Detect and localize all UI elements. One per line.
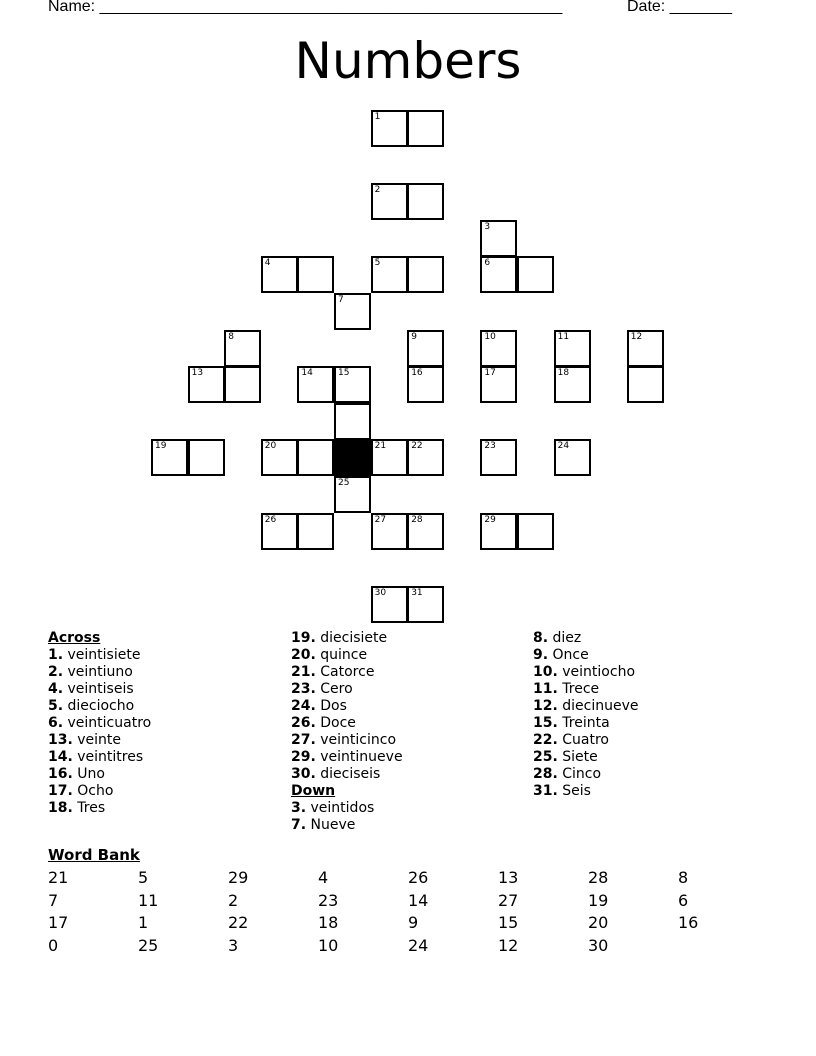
across-clue [48, 681, 151, 698]
crossword-cell[interactable] [480, 220, 517, 257]
word-bank-item: 9 [408, 913, 419, 932]
crossword-cell[interactable] [297, 366, 334, 403]
clue-text: veintiocho [562, 664, 636, 680]
date-field-label: Date: _______ [627, 0, 732, 15]
clue-number: 3 [484, 221, 491, 232]
clue-number: 28. [533, 766, 558, 782]
clue-text: veintiuno [67, 664, 133, 680]
crossword-cell[interactable] [407, 439, 444, 476]
clue-text: Uno [77, 766, 105, 782]
down-clue [533, 715, 639, 732]
clue-text: Cuatro [562, 732, 609, 748]
clue-text: dieciocho [67, 698, 135, 714]
clue-number: 14 [301, 368, 313, 379]
word-bank-item: 4 [318, 868, 329, 887]
clue-text: diecisiete [320, 630, 388, 646]
clue-number: 26. [291, 715, 316, 731]
clue-number: 20 [264, 441, 277, 452]
across-clue [291, 647, 403, 664]
clue-number: 8 [228, 331, 234, 342]
crossword-cell[interactable] [407, 366, 444, 403]
clue-number: 29. [291, 749, 316, 765]
clue-number: 30. [291, 766, 316, 782]
clues-column-1 [48, 630, 151, 817]
crossword-cell[interactable] [334, 366, 371, 403]
across-clue [48, 783, 151, 800]
down-heading: Down [291, 783, 336, 799]
crossword-cell[interactable] [224, 366, 261, 403]
clue-number: 2 [374, 185, 381, 196]
clue-number: 4 [264, 258, 271, 269]
crossword-cell[interactable] [407, 110, 444, 147]
clue-text: dieciseis [320, 766, 381, 782]
clue-text: veinticuatro [67, 715, 152, 731]
clue-number: 29 [484, 514, 496, 525]
word-bank-item: 6 [678, 890, 689, 910]
clue-number: 11 [557, 331, 570, 342]
name-field-label: Name: ____________________________________________________ [48, 0, 563, 15]
clue-number: 19. [291, 630, 316, 646]
clue-text: Doce [320, 715, 356, 731]
word-bank-item: 10 [318, 935, 339, 955]
across-clue [291, 749, 403, 766]
word-bank-item: 1 [138, 913, 149, 932]
crossword-block [334, 439, 371, 476]
crossword-cell[interactable] [407, 256, 444, 293]
clue-number: 10 [484, 331, 496, 342]
clue-number: 31 [411, 587, 423, 598]
across-clue [291, 732, 403, 749]
clue-number: 18 [557, 368, 570, 379]
page-title: Numbers [294, 32, 522, 90]
across-clue [48, 766, 151, 783]
crossword-cell[interactable] [334, 403, 371, 440]
word-bank-item: 26 [408, 868, 429, 887]
word-bank-item: 11 [138, 890, 159, 910]
across-clue [48, 715, 151, 732]
crossword-cell[interactable] [371, 513, 408, 550]
word-bank-item: 23 [318, 890, 339, 910]
crossword-cell[interactable] [371, 183, 408, 220]
crossword-cell[interactable] [517, 513, 554, 550]
crossword-cell[interactable] [554, 366, 591, 403]
clue-text: Tres [77, 800, 106, 816]
crossword-cell[interactable] [480, 366, 517, 403]
word-bank-item: 24 [408, 935, 429, 955]
clues-column-2 [291, 630, 403, 834]
clue-number: 23 [484, 441, 496, 452]
word-bank-item: 18 [318, 913, 339, 932]
clue-text: Nueve [310, 817, 356, 833]
word-bank-item: 3 [228, 935, 239, 955]
clue-number: 9. [533, 647, 549, 663]
clue-number: 28 [411, 514, 423, 525]
crossword-cell[interactable] [334, 293, 371, 330]
clue-number: 27 [374, 514, 387, 525]
clue-number: 25 [338, 478, 350, 488]
clue-number: 27. [291, 732, 316, 748]
word-bank-item: 5 [138, 868, 149, 887]
word-bank-item: 29 [228, 868, 249, 887]
clue-number: 1. [48, 647, 64, 663]
across-clue [291, 766, 403, 783]
clue-number: 31. [533, 783, 558, 799]
clue-number: 5 [374, 258, 381, 269]
down-clue [533, 698, 639, 715]
crossword-cell[interactable] [407, 513, 444, 550]
crossword-cell[interactable] [261, 439, 298, 476]
word-bank-item: 0 [48, 935, 59, 955]
clue-number: 13 [191, 368, 204, 379]
clue-number: 23. [291, 681, 316, 697]
across-clue [291, 630, 403, 647]
crossword-cell[interactable] [480, 513, 517, 550]
clue-text: Dos [320, 698, 347, 714]
clue-number: 9 [411, 331, 417, 342]
across-clue [48, 800, 151, 817]
crossword-cell[interactable] [297, 256, 334, 293]
clue-text: veintitres [77, 749, 144, 765]
crossword-cell[interactable] [480, 330, 517, 367]
crossword-cell[interactable] [517, 256, 554, 293]
across-clue [48, 664, 151, 681]
across-clue [48, 647, 151, 664]
down-clue [533, 749, 639, 766]
crossword-cell[interactable] [627, 366, 664, 403]
word-bank-item: 30 [588, 935, 609, 955]
clue-text: quince [320, 647, 368, 663]
crossword-cell[interactable] [480, 256, 517, 293]
word-bank-item: 2 [228, 890, 239, 910]
clue-number: 4. [48, 681, 64, 697]
across-clue [48, 732, 151, 749]
clue-number: 25. [533, 749, 558, 765]
clue-text: Cinco [562, 766, 602, 782]
clue-number: 12. [533, 698, 558, 714]
across-clue [48, 749, 151, 766]
crossword-cell[interactable] [554, 330, 591, 367]
crossword-cell[interactable] [407, 330, 444, 367]
clue-text: diez [552, 630, 582, 646]
down-clue [533, 647, 639, 664]
clue-text: Ocho [77, 783, 114, 799]
clue-number: 6. [48, 715, 64, 731]
word-bank-item: 13 [498, 868, 519, 887]
word-bank-item: 22 [228, 913, 249, 932]
word-bank-item: 25 [138, 935, 159, 955]
crossword-cell[interactable] [371, 110, 408, 147]
clue-number: 13. [48, 732, 73, 748]
clue-number: 21 [374, 441, 387, 452]
clue-number: 14. [48, 749, 73, 765]
across-clue [291, 664, 403, 681]
clue-number: 10. [533, 664, 558, 680]
clue-number: 2. [48, 664, 64, 680]
clue-text: veinte [77, 732, 122, 748]
clue-number: 19 [155, 441, 167, 452]
clue-number: 15 [338, 368, 350, 379]
clue-text: diecinueve [562, 698, 639, 714]
down-clue [291, 800, 403, 817]
across-clue [291, 698, 403, 715]
down-clue [291, 817, 403, 834]
clue-number: 7. [291, 817, 307, 833]
down-clue [533, 783, 639, 800]
word-bank-item: 7 [48, 890, 59, 910]
crossword-cell[interactable] [480, 439, 517, 476]
clue-text: veintisiete [67, 647, 141, 663]
clue-number: 5. [48, 698, 64, 714]
down-clue [533, 732, 639, 749]
clue-text: Once [552, 647, 589, 663]
clue-text: Seis [562, 783, 591, 799]
crossword-cell[interactable] [371, 439, 408, 476]
clue-text: Cero [320, 681, 353, 697]
across-heading: Across [48, 630, 101, 646]
crossword-cell[interactable] [407, 183, 444, 220]
clue-number: 17 [484, 368, 496, 379]
crossword-cell[interactable] [407, 586, 444, 623]
word-bank-item: 21 [48, 868, 69, 887]
clue-number: 17. [48, 783, 73, 799]
clue-number: 6 [484, 258, 491, 269]
clue-number: 7 [338, 295, 344, 305]
clue-number: 26 [264, 514, 277, 525]
crossword-cell[interactable] [297, 439, 334, 476]
word-bank-item: 15 [498, 913, 519, 932]
across-clue [291, 715, 403, 732]
word-bank-item: 16 [678, 913, 699, 932]
word-bank-item: 14 [408, 890, 429, 910]
across-clue [48, 698, 151, 715]
down-clue [533, 766, 639, 783]
crossword-cell[interactable] [188, 439, 225, 476]
clue-number: 15. [533, 715, 558, 731]
down-clue [533, 664, 639, 681]
clue-text: veintiseis [67, 681, 134, 697]
crossword-cell[interactable] [261, 513, 298, 550]
clue-number: 22 [411, 441, 423, 452]
clue-number: 12 [630, 331, 643, 342]
clue-text: veinticinco [320, 732, 397, 748]
word-bank-title: Word Bank [48, 846, 140, 864]
clue-number: 30 [374, 587, 387, 598]
crossword-cell[interactable] [188, 366, 225, 403]
clue-text: Trece [562, 681, 600, 697]
word-bank-item: 20 [588, 913, 609, 932]
crossword-cell[interactable] [151, 439, 188, 476]
down-clue [533, 630, 639, 647]
clue-number: 1 [374, 112, 381, 122]
crossword-cell[interactable] [261, 256, 298, 293]
clue-number: 18. [48, 800, 73, 816]
crossword-cell[interactable] [371, 586, 408, 623]
crossword-cell[interactable] [297, 513, 334, 550]
clue-text: Catorce [320, 664, 375, 680]
crossword-cell[interactable] [554, 439, 591, 476]
clue-text: veintinueve [320, 749, 403, 765]
word-bank-item: 8 [678, 868, 689, 887]
down-clue [533, 681, 639, 698]
word-bank-item: 19 [588, 890, 609, 910]
across-clue [291, 681, 403, 698]
crossword-cell[interactable] [627, 330, 664, 367]
clue-number: 3. [291, 800, 307, 816]
clue-text: Treinta [562, 715, 610, 731]
clue-number: 11. [533, 681, 558, 697]
word-bank-item: 28 [588, 868, 609, 887]
clues-column-3 [533, 630, 639, 800]
clue-number: 21. [291, 664, 316, 680]
word-bank-item: 12 [498, 935, 519, 955]
clue-text: Siete [562, 749, 598, 765]
clue-number: 16 [411, 368, 423, 379]
clue-text: veintidos [310, 800, 375, 816]
crossword-cell[interactable] [224, 330, 261, 367]
crossword-cell[interactable] [334, 476, 371, 513]
clue-number: 8. [533, 630, 549, 646]
clue-number: 22. [533, 732, 558, 748]
clue-number: 16. [48, 766, 73, 782]
crossword-cell[interactable] [371, 256, 408, 293]
clue-number: 20. [291, 647, 316, 663]
word-bank-item: 27 [498, 890, 519, 910]
clue-number: 24. [291, 698, 316, 714]
clue-number: 24 [557, 441, 570, 452]
word-bank-item: 17 [48, 913, 69, 932]
